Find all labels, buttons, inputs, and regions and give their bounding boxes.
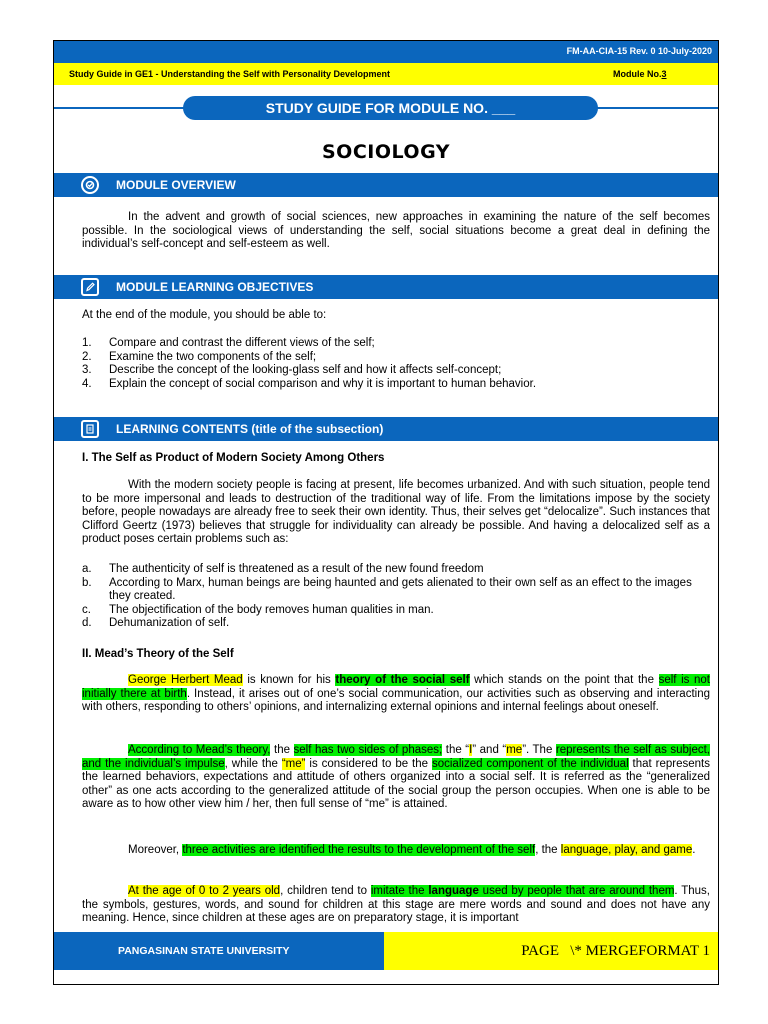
- highlight: three activities are identified the results to the development of the self: [182, 844, 536, 856]
- list-text: Dehumanization of self.: [109, 617, 230, 629]
- text-run: the “: [442, 744, 470, 756]
- list-item: [82, 563, 712, 577]
- text-run: is considered to be the: [305, 757, 432, 770]
- mead-paragraph-2: [82, 744, 710, 812]
- highlight: socialized component of the individual: [431, 757, 629, 770]
- text-run: . Thus, the symbols, gestures, words, and sound for children at this stage are mere words and sound and does not have any meaning. Hence, since children at these ages are on preparatory stage, it is important: [82, 885, 710, 924]
- list-number: 2.: [82, 350, 92, 363]
- learning-objectives-heading: MODULE LEARNING OBJECTIVES: [116, 280, 314, 294]
- list-text: Explain the concept of social comparison and why it is important to human behavior.: [109, 377, 537, 390]
- list-letter: b.: [82, 576, 92, 589]
- highlight: self is not initially there at birth: [82, 674, 710, 700]
- highlight: According to Mead’s theory,: [128, 744, 271, 756]
- document-page: [53, 40, 719, 985]
- text-run: the: [270, 744, 294, 756]
- highlight: language: [428, 885, 479, 897]
- document-icon: [81, 420, 99, 438]
- form-code: FM-AA-CIA-15 Rev. 0 10-July-2020: [566, 46, 712, 56]
- list-text: Compare and contrast the different views of the self;: [109, 337, 375, 349]
- list-item: [82, 351, 712, 365]
- list-item: [82, 337, 712, 351]
- list-letter: d.: [82, 617, 92, 629]
- list-item: [82, 604, 712, 618]
- highlight: used by people that are around them: [478, 885, 675, 897]
- objectives-intro: At the end of the module, you should be able to:: [82, 309, 327, 321]
- list-text: Examine the two components of the self;: [109, 350, 317, 363]
- study-guide-banner: STUDY GUIDE FOR MODULE NO. ___: [183, 96, 598, 120]
- list-letter: a.: [82, 563, 92, 575]
- highlight: self has two sides of phases;: [293, 744, 443, 756]
- section1-title: I. The Self as Product of Modern Society Among Others: [82, 452, 385, 464]
- module-overview-icon: [81, 176, 99, 194]
- text-run: ” and “: [472, 744, 507, 756]
- highlight: I: [469, 744, 473, 756]
- highlight: imitate the: [370, 885, 429, 897]
- list-text: The objectification of the body removes human qualities in man.: [109, 603, 434, 616]
- overview-paragraph: In the advent and growth of social sciences, new approaches in examining the nature of the self becomes possible. In the sociological views of understanding the self, social situations become a great deal in defining the individual’s self-concept and self-esteem as well.: [82, 211, 710, 250]
- highlight: language, play, and game: [560, 844, 693, 856]
- text-run: is known for his: [242, 674, 336, 686]
- highlight: represents the self as subject, and the individual’s impulse: [82, 744, 710, 770]
- mead-paragraph-4: [82, 885, 710, 926]
- text-run: , the: [535, 844, 561, 856]
- section1-paragraph: With the modern society people is facing at present, life becomes urbanized. And with such situation, people tend to be more impersonal and leads to destruction of the traditional way of life. From the limitations impose by the society before, people nowadays are already free to seek their own identity. Thus, their selves get “delocalize”. Such instances that Clifford Geertz (1973) believes that struggle for individuality can already be possible. And having a delocalized self as a product poses certain problems such as:: [82, 479, 710, 545]
- text-run: . Instead, it arises out of one’s social communication, our activities such as observing and interacting with others, responding to others’ opinions, and internalizing external opinions and internal feelings about oneself.: [82, 687, 710, 713]
- list-letter: c.: [82, 603, 91, 616]
- highlight: theory of the social self: [335, 674, 470, 686]
- list-text: The authenticity of self is threatened as a result of the new found freedom: [109, 563, 484, 575]
- list-item: [82, 617, 712, 631]
- page-number-field: PAGE \* MERGEFORMAT 1: [521, 943, 710, 959]
- module-label: Module No.: [613, 69, 662, 79]
- list-text: Describe the concept of the looking-glass self and how it affects self-concept;: [109, 364, 502, 376]
- module-number-label: [613, 69, 672, 79]
- footer-page-box: [384, 932, 719, 970]
- text-run: , while the: [224, 757, 282, 770]
- text-run: which stands on the point that the: [469, 674, 659, 686]
- list-number: 1.: [82, 337, 92, 349]
- highlight: “me”: [281, 757, 306, 770]
- problems-list: [82, 563, 712, 631]
- highlight: At the age of 0 to 2 years old: [128, 885, 281, 897]
- module-overview-heading: MODULE OVERVIEW: [116, 178, 236, 192]
- text-run: ”. The: [522, 744, 556, 756]
- module-number: 3: [661, 69, 667, 79]
- page-title: SOCIOLOGY: [321, 141, 451, 163]
- highlight: George Herbert Mead: [128, 674, 243, 686]
- mead-paragraph-1: [82, 674, 710, 715]
- header-course-bar: [54, 63, 718, 85]
- list-number: 4.: [82, 377, 92, 390]
- header-code-bar: [54, 41, 718, 63]
- text-run: , children tend to: [280, 885, 371, 897]
- text-run: .: [692, 844, 696, 856]
- page-footer: [54, 932, 718, 970]
- text-run: Moreover,: [128, 844, 183, 856]
- section2-title: II. Mead’s Theory of the Self: [82, 648, 234, 660]
- list-number: 3.: [82, 364, 92, 376]
- mead-paragraph-3: [82, 844, 710, 858]
- learning-contents-header: [54, 417, 718, 441]
- list-item: [82, 577, 712, 604]
- university-name: PANGASINAN STATE UNIVERSITY: [118, 945, 290, 957]
- list-item: [82, 378, 712, 392]
- learning-contents-heading: LEARNING CONTENTS (title of the subsection): [116, 422, 384, 436]
- text-run: that represents the learned behaviors, expectations and attitude of others organized into a social self. It is referred as the “generalized other” as one acts according to the generalized attitude of the social group the person occupies. When one is able to be aware as to how other view him / her, then full sense of “me” is attained.: [82, 757, 710, 810]
- footer-university-box: [54, 932, 384, 970]
- objectives-list: [82, 337, 712, 391]
- course-title: Study Guide in GE1 - Understanding the Self with Personality Development: [69, 69, 391, 79]
- edit-icon: [81, 278, 99, 296]
- list-item: [82, 364, 712, 378]
- list-text: According to Marx, human beings are being haunted and gets alienated to their own self as an effect to the images they created.: [109, 576, 692, 602]
- module-overview-header: [54, 173, 718, 197]
- highlight: me: [506, 744, 523, 756]
- learning-objectives-header: [54, 275, 718, 299]
